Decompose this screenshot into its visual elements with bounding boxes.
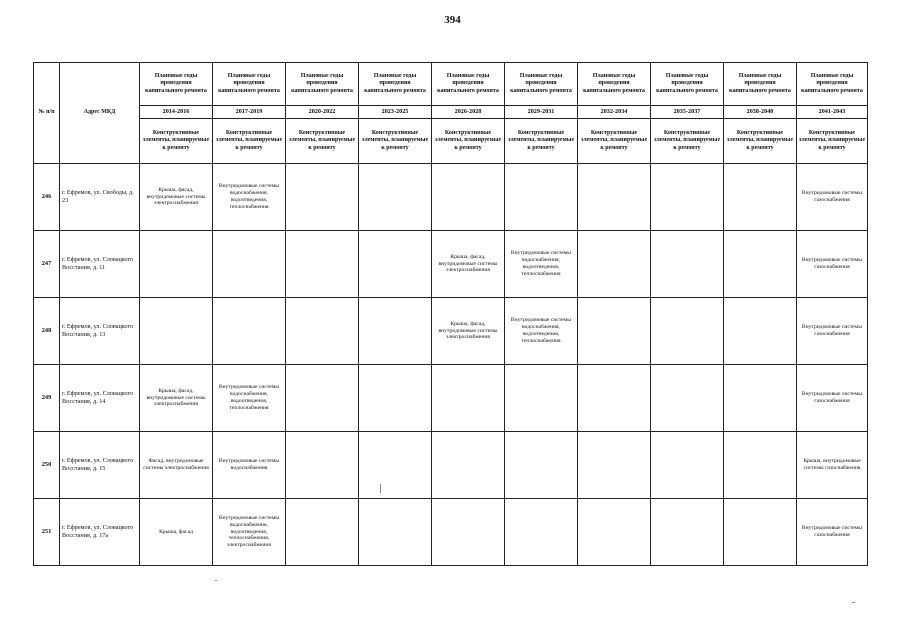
plan-years-header: Плановые годы проведения капитального ремонта (359, 63, 432, 106)
elements-cell (359, 298, 432, 365)
address-cell: г. Ефремов, ул. Словацкого Восстания, д. 13 (60, 298, 140, 365)
elements-cell (213, 298, 286, 365)
elements-cell: Крыша, фасад, внутридомовые системы электроснабжения (432, 298, 505, 365)
plan-years-header: Плановые годы проведения капитального ремонта (432, 63, 505, 106)
address-cell: г. Ефремов, ул. Словацкого Восстания, д. 15 (60, 432, 140, 499)
elements-cell: Крыша, фасад, внутридомовые системы электроснабжения (140, 164, 213, 231)
elements-cell: Крыша, фасад, внутридомовые системы электроснабжения (432, 231, 505, 298)
scan-speck (852, 602, 855, 603)
plan-years-header: Плановые годы проведения капитального ремонта (724, 63, 797, 106)
plan-years-header: Плановые годы проведения капитального ремонта (505, 63, 578, 106)
address-cell: г. Ефремов, ул. Словацкого Восстания, д. 11 (60, 231, 140, 298)
elements-cell (651, 298, 724, 365)
elements-cell (505, 164, 578, 231)
elements-cell (505, 432, 578, 499)
elements-cell: Внутридомовые системы газоснабжения (797, 231, 868, 298)
elements-cell (432, 432, 505, 499)
elements-cell (286, 164, 359, 231)
elements-cell: Внутридомовые системы водоснабжения, водоотведения, теплоснабжения (213, 164, 286, 231)
col-addr-header: Адрес МКД (60, 63, 140, 164)
row-number: 246 (34, 164, 60, 231)
period-header: 2017-2019 (213, 106, 286, 119)
header-row-years (34, 106, 868, 119)
elements-cell (578, 365, 651, 432)
elements-cell (286, 231, 359, 298)
table-body (34, 164, 868, 566)
row-number: 247 (34, 231, 60, 298)
elements-header: Конструктивные элементы, планируемые к ремонту (651, 119, 724, 164)
elements-cell (359, 432, 432, 499)
header-row-elements (34, 119, 868, 164)
elements-cell: Внутридомовые системы водоснабжения (213, 432, 286, 499)
elements-cell (578, 231, 651, 298)
elements-header: Конструктивные элементы, планируемые к ремонту (286, 119, 359, 164)
period-header: 2035-2037 (651, 106, 724, 119)
col-num-header: № п/п (34, 63, 60, 164)
elements-cell (286, 365, 359, 432)
plan-years-header: Плановые годы проведения капитального ремонта (140, 63, 213, 106)
elements-cell (359, 499, 432, 566)
elements-cell (505, 365, 578, 432)
elements-header: Конструктивные элементы, планируемые к ремонту (797, 119, 868, 164)
elements-cell (359, 365, 432, 432)
elements-cell (505, 499, 578, 566)
elements-cell (578, 499, 651, 566)
elements-cell (651, 432, 724, 499)
elements-cell (140, 231, 213, 298)
period-header: 2026-2028 (432, 106, 505, 119)
elements-cell (651, 365, 724, 432)
period-header: 2020-2022 (286, 106, 359, 119)
elements-cell (432, 365, 505, 432)
capital-repair-table (33, 62, 868, 566)
elements-cell (724, 365, 797, 432)
plan-years-header: Плановые годы проведения капитального ремонта (286, 63, 359, 106)
page-number: 394 (444, 14, 461, 26)
period-header: 2041-2043 (797, 106, 868, 119)
row-number: 251 (34, 499, 60, 566)
table-row (34, 365, 868, 432)
elements-cell: Внутридомовые системы водоснабжения, водоотведения, теплоснабжения (505, 298, 578, 365)
elements-cell (286, 298, 359, 365)
period-header: 2032-2034 (578, 106, 651, 119)
elements-cell: Фасад, внутридомовые системы электроснабжения (140, 432, 213, 499)
elements-cell (213, 231, 286, 298)
scan-speck (215, 580, 217, 581)
elements-cell: Внутридомовые системы водоснабжения, водоотведения, теплоснабжения, электроснабжения (213, 499, 286, 566)
elements-cell: Крыша, фасад (140, 499, 213, 566)
elements-cell (651, 499, 724, 566)
elements-header: Конструктивные элементы, планируемые к ремонту (432, 119, 505, 164)
period-header: 2023-2025 (359, 106, 432, 119)
elements-cell (724, 499, 797, 566)
address-cell: г. Ефремов, ул. Словацкого Восстания, д. 14 (60, 365, 140, 432)
address-cell: г. Ефремов, ул. Словацкого Восстания, д. 17а (60, 499, 140, 566)
table-row (34, 499, 868, 566)
elements-cell (724, 164, 797, 231)
elements-cell: Внутридомовые системы водоснабжения, водоотведения, теплоснабжения (213, 365, 286, 432)
header-row-plan (34, 63, 868, 106)
elements-cell: Крыша, внутридомовые системы газоснабжения (797, 432, 868, 499)
elements-cell (724, 298, 797, 365)
elements-cell (359, 231, 432, 298)
elements-cell (432, 499, 505, 566)
elements-cell (578, 164, 651, 231)
plan-years-header: Плановые годы проведения капитального ремонта (578, 63, 651, 106)
elements-cell: Внутридомовые системы газоснабжения (797, 298, 868, 365)
elements-cell: Внутридомовые системы водоснабжения, водоотведения, теплоснабжения (505, 231, 578, 298)
table-row (34, 231, 868, 298)
elements-header: Конструктивные элементы, планируемые к ремонту (578, 119, 651, 164)
scan-speck (380, 484, 381, 493)
period-header: 2038-2040 (724, 106, 797, 119)
elements-cell: Внутридомовые системы газоснабжения (797, 164, 868, 231)
elements-header: Конструктивные элементы, планируемые к ремонту (505, 119, 578, 164)
plan-years-header: Плановые годы проведения капитального ремонта (797, 63, 868, 106)
table-row (34, 298, 868, 365)
elements-header: Конструктивные элементы, планируемые к ремонту (724, 119, 797, 164)
elements-header: Конструктивные элементы, планируемые к ремонту (213, 119, 286, 164)
plan-years-header: Плановые годы проведения капитального ремонта (651, 63, 724, 106)
elements-cell (724, 432, 797, 499)
elements-header: Конструктивные элементы, планируемые к ремонту (359, 119, 432, 164)
elements-cell (578, 298, 651, 365)
elements-cell (286, 432, 359, 499)
elements-cell: Внутридомовые системы газоснабжения (797, 365, 868, 432)
table-row (34, 432, 868, 499)
elements-cell (651, 231, 724, 298)
plan-years-header: Плановые годы проведения капитального ремонта (213, 63, 286, 106)
table-row (34, 164, 868, 231)
elements-cell (140, 298, 213, 365)
elements-cell (651, 164, 724, 231)
period-header: 2014-2016 (140, 106, 213, 119)
elements-cell (578, 432, 651, 499)
elements-cell: Крыша, фасад, внутридомовые системы электроснабжения (140, 365, 213, 432)
elements-header: Конструктивные элементы, планируемые к ремонту (140, 119, 213, 164)
elements-cell: Внутридомовые системы газоснабжения (797, 499, 868, 566)
period-header: 2029-2031 (505, 106, 578, 119)
elements-cell (432, 164, 505, 231)
elements-cell (724, 231, 797, 298)
address-cell: г. Ефремов, ул. Свободы, д. 23 (60, 164, 140, 231)
elements-cell (359, 164, 432, 231)
row-number: 248 (34, 298, 60, 365)
row-number: 249 (34, 365, 60, 432)
elements-cell (286, 499, 359, 566)
row-number: 250 (34, 432, 60, 499)
